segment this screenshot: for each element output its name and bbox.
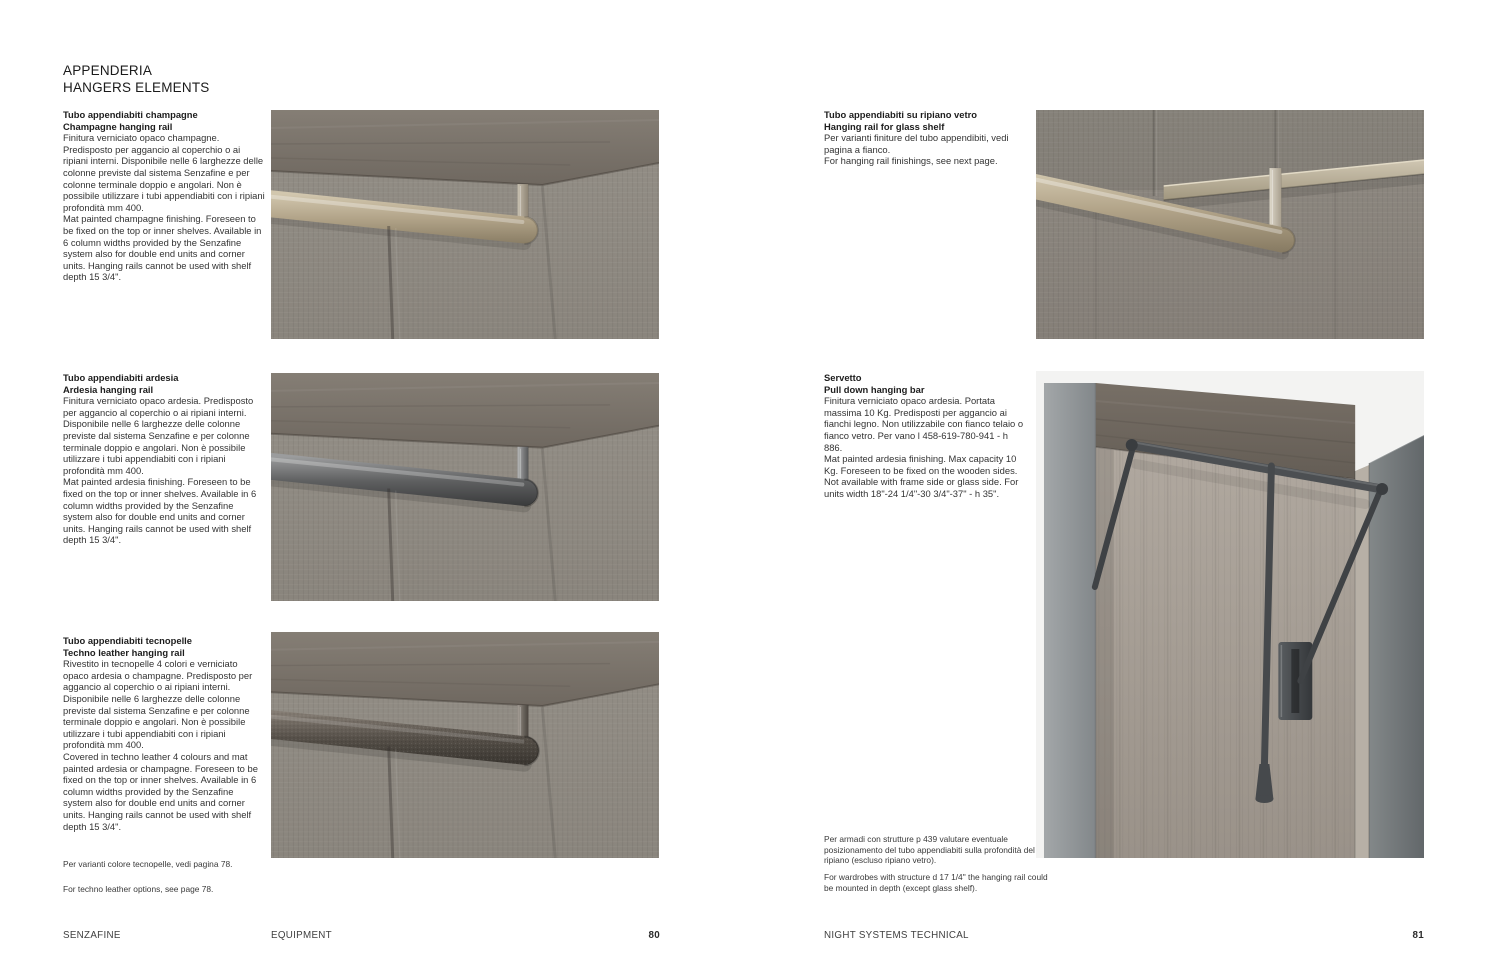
text-block-tecnopelle bbox=[63, 635, 265, 832]
product-description-en: Mat painted ardesia finishing. Max capacity 10 Kg. Foreseen to be fixed on the wooden sides. Not available with frame side or glass side. For units width 18"-24 1/4"-30 3/4"-37" - h 35". bbox=[824, 453, 1019, 499]
photo-techno-leather-rail bbox=[271, 632, 659, 858]
product-description-en: Covered in techno leather 4 colours and mat painted ardesia or champagne. Foreseen to be fixed on the top or inner shelves. Available in 6 column widths provided by the Senzafine system also for double end units and corner units. Hanging rails cannot be used with shelf depth 15 3/4". bbox=[63, 750, 258, 832]
photo-champagne-rail bbox=[271, 110, 659, 339]
wardrobe-interior-illustration bbox=[1036, 110, 1424, 339]
footnote-wardrobe-en: For wardrobes with structure d 17 1/4" the hanging rail could be mounted in depth (except glass shelf). bbox=[824, 872, 1048, 893]
wardrobe-interior-illustration bbox=[271, 632, 659, 858]
text-block-ardesia bbox=[63, 372, 265, 546]
wardrobe-interior-illustration bbox=[1036, 371, 1424, 858]
product-title: Tubo appendiabiti champagne bbox=[63, 109, 198, 120]
footer-page-number-right: 81 bbox=[1412, 930, 1424, 941]
photo-pull-down-bar bbox=[1036, 371, 1424, 858]
product-description-en: For hanging rail finishings, see next page. bbox=[824, 155, 998, 167]
product-title: Servetto bbox=[824, 372, 862, 383]
product-title-en: Champagne hanging rail bbox=[63, 120, 173, 132]
product-description-it: Finitura verniciato opaco ardesia. Portata massima 10 Kg. Predisposti per aggancio ai fianchi legno. Non utilizzabile con fianco telaio o fianco vetro. Per vano l 458-619-780-941 - h 886. bbox=[824, 395, 1024, 453]
footnote-tecnopelle-it: Per varianti colore tecnopelle, vedi pagina 78. bbox=[63, 859, 233, 869]
page-title-italian: APPENDERIA bbox=[63, 63, 153, 78]
photo-ardesia-rail bbox=[271, 373, 659, 601]
footer-section-right: NIGHT SYSTEMS TECHNICAL bbox=[824, 930, 969, 941]
product-title-en: Techno leather hanging rail bbox=[63, 646, 185, 658]
product-description-it: Per varianti finiture del tubo appendibiti, vedi pagina a fianco. bbox=[824, 132, 1009, 155]
text-block-servetto bbox=[824, 372, 1026, 500]
text-block-champagne bbox=[63, 109, 265, 283]
footnote-wardrobe-it: Per armadi con strutture p 439 valutare eventuale posizionamento del tubo appendiabiti sulla profondità del ripiano (escluso ripiano vetro). bbox=[824, 834, 1035, 865]
product-title: Tubo appendiabiti su ripiano vetro bbox=[824, 109, 977, 120]
footnote-tecnopelle-en: For techno leather options, see page 78. bbox=[63, 884, 214, 894]
product-description-it: Finitura verniciato opaco ardesia. Predisposto per aggancio al coperchio o ai ripiani interni. Disponibile nelle 6 larghezze delle colonne previste dal sistema Senzafine e per colonne terminale doppio e angolari. Non è possibile utilizzare i tubi appendiabiti con i ripiani profondità mm 400. bbox=[63, 395, 254, 476]
product-description-it: Rivestito in tecnopelle 4 colori e verniciato opaco ardesia o champagne. Predisposto per aggancio al coperchio o ai ripiani interni. Disponibile nelle 6 larghezze delle colonne previste dal sistema Senzafine e per colonne terminale doppio e angolari. Non è possibile utilizzare i tubi appendiabiti con i ripiani profondità mm 400. bbox=[63, 658, 253, 751]
product-title-en: Pull down hanging bar bbox=[824, 383, 925, 395]
product-title: Tubo appendiabiti ardesia bbox=[63, 372, 179, 383]
product-title: Tubo appendiabiti tecnopelle bbox=[63, 635, 192, 646]
product-description-en: Mat painted champagne finishing. Foreseen to be fixed on the top or inner shelves. Available in 6 column widths provided by the Senzafine system also for double end units and corner units. Hanging rails cannot be used with shelf depth 15 3/4". bbox=[63, 213, 262, 283]
page-title bbox=[63, 62, 209, 96]
product-title-en: Ardesia hanging rail bbox=[63, 383, 154, 395]
footer-brand: SENZAFINE bbox=[63, 930, 121, 941]
photo-glass-shelf-rail bbox=[1036, 110, 1424, 339]
footer-page-number-left: 80 bbox=[648, 930, 660, 941]
text-block-glass-shelf bbox=[824, 109, 1026, 167]
product-description-en: Mat painted ardesia finishing. Foreseen to be fixed on the top or inner shelves. Available in 6 column widths provided by the Senzafine system also for double end units and corner units. Hanging rails cannot be used with shelf depth 15 3/4". bbox=[63, 476, 257, 546]
wardrobe-interior-illustration bbox=[271, 110, 659, 339]
product-description-it: Finitura verniciato opaco champagne. Predisposto per aggancio al coperchio o ai ripiani interni. Disponibile nelle 6 larghezze delle colonne previste dal sistema Senzafine e per colonne terminale doppio e angolari. Non è possibile utilizzare i tubi appendiabiti con i ripiani profondità mm 400. bbox=[63, 132, 265, 213]
page-title-english: HANGERS ELEMENTS bbox=[63, 80, 210, 95]
footer-section-left: EQUIPMENT bbox=[271, 930, 332, 941]
product-title-en: Hanging rail for glass shelf bbox=[824, 120, 945, 132]
wardrobe-interior-illustration bbox=[271, 373, 659, 601]
